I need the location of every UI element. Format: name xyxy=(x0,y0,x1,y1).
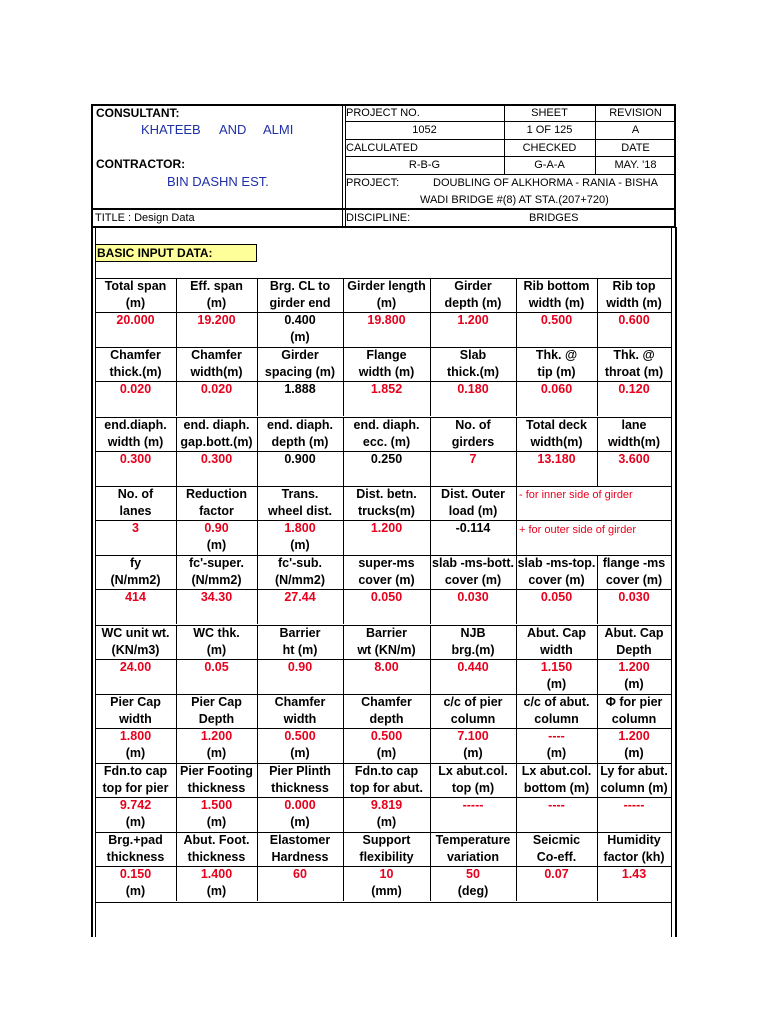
field-value: 1.200 xyxy=(370,521,403,535)
field-label: depth (m) xyxy=(444,296,502,310)
field-label: (N/mm2) xyxy=(110,573,161,587)
sheet-value: 1 OF 125 xyxy=(526,124,573,136)
field-value: 0.07 xyxy=(544,867,569,881)
field-label: Elastomer xyxy=(269,833,331,847)
field-label: Rib bottom xyxy=(523,279,590,293)
field-label: lanes xyxy=(119,504,152,518)
field-label: width (m) xyxy=(606,296,662,310)
field-label: WC thk. xyxy=(193,626,240,640)
field-value: 19.800 xyxy=(367,313,406,327)
note-outer-side: + for outer side of girder xyxy=(519,524,637,536)
field-label: Pier Plinth xyxy=(269,764,331,778)
field-label: thickness xyxy=(271,781,329,795)
field-label: Lx abut.col. xyxy=(521,764,592,778)
field-label: depth xyxy=(369,712,404,726)
project-no-label: PROJECT NO. xyxy=(346,107,420,119)
field-label: width xyxy=(119,712,152,726)
field-label: super-ms xyxy=(358,556,415,570)
field-value: -0.114 xyxy=(455,521,491,535)
field-label: fc'-super. xyxy=(188,556,245,570)
field-label: width xyxy=(283,712,317,726)
field-label: Abut. Foot. xyxy=(183,833,250,847)
field-unit: (m) xyxy=(290,746,310,760)
discipline-label: DISCIPLINE: xyxy=(346,212,411,224)
field-label: thick.(m) xyxy=(446,365,500,379)
field-label: wheel dist. xyxy=(268,504,332,518)
field-value: 0.150 xyxy=(119,867,152,881)
field-label: Co-eff. xyxy=(536,850,577,864)
grid-row-line xyxy=(95,902,671,903)
field-unit: (m) xyxy=(290,330,310,344)
field-label: slab -ms-bott. xyxy=(432,556,514,570)
field-value: 0.500 xyxy=(284,729,316,743)
field-value: 0.030 xyxy=(457,590,489,604)
checked-label: CHECKED xyxy=(522,142,577,154)
revision-value: A xyxy=(631,124,640,136)
field-value: 24.00 xyxy=(119,660,152,674)
field-value: 50 xyxy=(466,867,480,881)
field-label: Lx abut.col. xyxy=(438,764,508,778)
field-unit: (m) xyxy=(463,746,483,760)
field-label: depth (m) xyxy=(271,435,329,449)
field-label: Temperature xyxy=(435,833,511,847)
note-inner-side: - for inner side of girder xyxy=(519,489,633,501)
field-label: variation xyxy=(446,850,500,864)
field-label: Chamfer xyxy=(110,348,161,362)
date-value: MAY. '18 xyxy=(614,159,657,171)
field-value: 1.888 xyxy=(284,382,316,396)
field-label: Chamfer xyxy=(191,348,242,362)
field-label: (m) xyxy=(125,296,146,310)
field-value: 3 xyxy=(132,521,139,535)
field-unit: (m) xyxy=(546,677,567,691)
field-label: gap.bott.(m) xyxy=(180,435,253,449)
field-unit: (m) xyxy=(125,884,146,898)
field-label: cover (m) xyxy=(444,573,502,587)
field-label: throat (m) xyxy=(604,365,664,379)
section-title: BASIC INPUT DATA: xyxy=(97,246,213,260)
field-value: 9.819 xyxy=(370,798,403,812)
field-value: 0.000 xyxy=(284,798,316,812)
grid-col-line xyxy=(516,486,517,555)
field-label: NJB xyxy=(460,626,486,640)
field-label: Girder length xyxy=(347,279,426,293)
field-unit: (m) xyxy=(125,815,146,829)
field-value: 10 xyxy=(379,867,394,881)
field-unit: (m) xyxy=(206,746,227,760)
field-unit: (m) xyxy=(125,746,146,760)
field-label: Rib top xyxy=(612,279,656,293)
field-value: 34.30 xyxy=(200,590,233,604)
field-label: Support xyxy=(362,833,411,847)
field-label: thickness xyxy=(187,781,246,795)
field-label: c/c of pier xyxy=(443,695,503,709)
field-value: 9.742 xyxy=(119,798,152,812)
field-unit: (m) xyxy=(290,815,310,829)
project-line-2: WADI BRIDGE #(8) AT STA.(207+720) xyxy=(420,194,609,206)
field-label: Thk. @ xyxy=(613,348,655,362)
field-label: end. diaph. xyxy=(267,418,333,432)
field-value: 7 xyxy=(469,452,477,466)
field-label: Abut. Cap xyxy=(604,626,664,640)
field-label: thickness xyxy=(187,850,246,864)
field-value: 0.050 xyxy=(370,590,403,604)
field-unit: (m) xyxy=(206,884,227,898)
field-value: 1.400 xyxy=(200,867,233,881)
field-label: spacing (m) xyxy=(264,365,336,379)
field-label: Barrier xyxy=(279,626,321,640)
field-label: Ly for abut. xyxy=(600,764,668,778)
field-label: factor (kh) xyxy=(603,850,665,864)
field-label: Chamfer xyxy=(274,695,326,709)
field-label: Fdn.to cap xyxy=(354,764,419,778)
field-value: 1.43 xyxy=(621,867,647,881)
field-label: Slab xyxy=(459,348,487,362)
field-label: Dist. betn. xyxy=(356,487,417,501)
field-label: No. of xyxy=(455,418,491,432)
field-value: 8.00 xyxy=(374,660,399,674)
field-label: girders xyxy=(451,435,495,449)
field-label: column (m) xyxy=(600,781,668,795)
checked-value: G-A-A xyxy=(534,159,565,171)
field-value: 0.060 xyxy=(540,382,573,396)
sheet-label: SHEET xyxy=(531,107,568,119)
field-label: fc'-sub. xyxy=(278,556,322,570)
field-value: 0.900 xyxy=(284,452,316,466)
field-label: Brg. CL to xyxy=(269,279,331,293)
field-label: top for abut. xyxy=(350,781,423,795)
date-label: DATE xyxy=(621,142,650,154)
field-value: 0.120 xyxy=(618,382,650,396)
field-value: 0.020 xyxy=(119,382,152,396)
field-unit: (mm) xyxy=(371,884,402,898)
field-label: Eff. span xyxy=(190,279,243,293)
field-value: 0.600 xyxy=(618,313,650,327)
field-value: 1.200 xyxy=(200,729,233,743)
field-value: ---- xyxy=(548,729,565,743)
project-line-1: DOUBLING OF ALKHORMA - RANIA - BISHA xyxy=(433,177,658,189)
field-label: Reduction xyxy=(185,487,248,501)
field-label: tip (m) xyxy=(537,365,576,379)
field-unit: (m) xyxy=(290,538,310,552)
field-label: flexibility xyxy=(359,850,414,864)
field-value: 7.100 xyxy=(457,729,489,743)
field-unit: (m) xyxy=(546,746,567,760)
field-label: Total span xyxy=(104,279,167,293)
field-label: Girder xyxy=(454,279,492,293)
field-label: flange -ms xyxy=(602,556,666,570)
field-label: load (m) xyxy=(448,504,498,518)
field-label: fy xyxy=(129,556,142,570)
field-unit: (m) xyxy=(624,746,644,760)
field-label: No. of xyxy=(117,487,154,501)
field-label: wt (KN/m) xyxy=(357,643,416,657)
field-value: 0.500 xyxy=(370,729,403,743)
field-value: ----- xyxy=(623,798,645,812)
consultant-label: CONSULTANT: xyxy=(96,106,180,120)
field-value: 1.200 xyxy=(618,660,650,674)
field-value: 20.000 xyxy=(116,313,155,327)
field-value: ---- xyxy=(548,798,565,812)
project-label: PROJECT: xyxy=(346,177,400,189)
field-value: 1.200 xyxy=(457,313,489,327)
field-unit: (m) xyxy=(376,746,397,760)
field-label: (m) xyxy=(206,296,227,310)
field-value: 27.44 xyxy=(284,590,316,604)
contractor-name: BIN DASHN EST. xyxy=(167,174,269,189)
field-value: 0.180 xyxy=(457,382,489,396)
field-label: thick.(m) xyxy=(109,365,162,379)
field-value: 13.180 xyxy=(537,452,576,466)
field-label: bottom (m) xyxy=(523,781,590,795)
field-value: 1.200 xyxy=(618,729,650,743)
field-label: cover (m) xyxy=(528,573,585,587)
field-value: 0.90 xyxy=(287,660,313,674)
field-label: brg.(m) xyxy=(451,643,495,657)
field-label: Flange xyxy=(366,348,407,362)
field-label: width(m) xyxy=(530,435,583,449)
field-value: 19.200 xyxy=(197,313,236,327)
calculated-label: CALCULATED xyxy=(346,142,418,154)
field-value: 1.500 xyxy=(200,798,233,812)
field-label: width (m) xyxy=(528,296,585,310)
field-unit: (m) xyxy=(376,815,397,829)
field-value: 1.800 xyxy=(119,729,152,743)
field-label: slab -ms-top. xyxy=(517,556,596,570)
consultant-name-3: ALMI xyxy=(263,122,294,137)
field-label: (m) xyxy=(376,296,397,310)
field-label: top for pier xyxy=(102,781,169,795)
field-label: end.diaph. xyxy=(104,418,167,432)
field-label: Dist. Outer xyxy=(441,487,505,501)
field-value: 0.05 xyxy=(204,660,229,674)
field-label: cover (m) xyxy=(605,573,663,587)
field-value: 0.050 xyxy=(540,590,573,604)
field-label: c/c of abut. xyxy=(523,695,590,709)
field-unit: (m) xyxy=(206,815,227,829)
field-value: 0.500 xyxy=(540,313,573,327)
field-value: ----- xyxy=(462,798,484,812)
field-unit: (m) xyxy=(624,677,644,691)
field-label: Total deck xyxy=(526,418,587,432)
field-label: width(m) xyxy=(607,435,661,449)
field-label: lane xyxy=(621,418,647,432)
field-value: 0.440 xyxy=(457,660,489,674)
field-label: Chamfer xyxy=(361,695,412,709)
field-label: (N/mm2) xyxy=(191,573,242,587)
field-value: 0.90 xyxy=(204,521,229,535)
field-label: end. diaph. xyxy=(353,418,420,432)
field-label: column xyxy=(611,712,657,726)
field-label: width (m) xyxy=(107,435,164,449)
project-no: 1052 xyxy=(412,124,437,136)
field-label: trucks(m) xyxy=(358,504,415,518)
field-value: 0.300 xyxy=(119,452,152,466)
field-label: Pier Footing xyxy=(180,764,253,778)
field-label: width(m) xyxy=(190,365,243,379)
field-label: Humidity xyxy=(607,833,661,847)
field-value: 3.600 xyxy=(618,452,650,466)
consultant-name-1: KHATEEB xyxy=(141,122,201,137)
field-label: Abut. Cap xyxy=(526,626,587,640)
field-label: cover (m) xyxy=(358,573,415,587)
field-label: Fdn.to cap xyxy=(103,764,168,778)
field-value: 0.030 xyxy=(618,590,650,604)
field-label: Depth xyxy=(198,712,235,726)
title: TITLE : Design Data xyxy=(95,212,195,224)
field-label: Pier Cap xyxy=(191,695,242,709)
calculated-value: R-B-G xyxy=(408,159,441,171)
field-label: Trans. xyxy=(281,487,319,501)
field-label: (N/mm2) xyxy=(274,573,325,587)
field-value: 0.400 xyxy=(284,313,316,327)
field-label: Hardness xyxy=(271,850,329,864)
field-label: factor xyxy=(199,504,234,518)
discipline-value: BRIDGES xyxy=(529,212,579,224)
field-value: 1.800 xyxy=(284,521,316,535)
field-value: 1.852 xyxy=(370,382,403,396)
field-label: Pier Cap xyxy=(110,695,161,709)
field-value: 414 xyxy=(125,590,146,604)
field-label: girder end xyxy=(269,296,331,310)
field-label: column xyxy=(450,712,496,726)
revision-label: REVISION xyxy=(609,107,662,119)
field-label: Seicmic xyxy=(532,833,581,847)
field-label: (KN/m3) xyxy=(111,643,160,657)
field-label: (m) xyxy=(206,643,227,657)
field-label: Girder xyxy=(281,348,319,362)
field-label: Thk. @ xyxy=(535,348,578,362)
field-label: WC unit wt. xyxy=(101,626,170,640)
field-label: end. diaph. xyxy=(183,418,250,432)
field-label: Brg.+pad xyxy=(108,833,163,847)
field-label: width xyxy=(540,643,573,657)
field-label: Depth xyxy=(616,643,652,657)
field-label: ht (m) xyxy=(282,643,318,657)
consultant-name-2: AND xyxy=(219,122,247,137)
field-label: Φ for pier xyxy=(605,695,663,709)
field-unit: (deg) xyxy=(457,884,489,898)
field-value: 0.250 xyxy=(370,452,403,466)
field-label: top (m) xyxy=(451,781,495,795)
field-value: 60 xyxy=(293,867,307,881)
field-label: ecc. (m) xyxy=(362,435,411,449)
contractor-label: CONTRACTOR: xyxy=(96,157,186,171)
field-value: 1.150 xyxy=(540,660,573,674)
design-data-sheet xyxy=(91,104,676,937)
field-value: 0.020 xyxy=(200,382,233,396)
field-label: Barrier xyxy=(366,626,407,640)
field-unit: (m) xyxy=(206,538,227,552)
field-label: column xyxy=(534,712,579,726)
field-value: 0.300 xyxy=(200,452,233,466)
field-label: width (m) xyxy=(358,365,415,379)
field-label: thickness xyxy=(106,850,165,864)
